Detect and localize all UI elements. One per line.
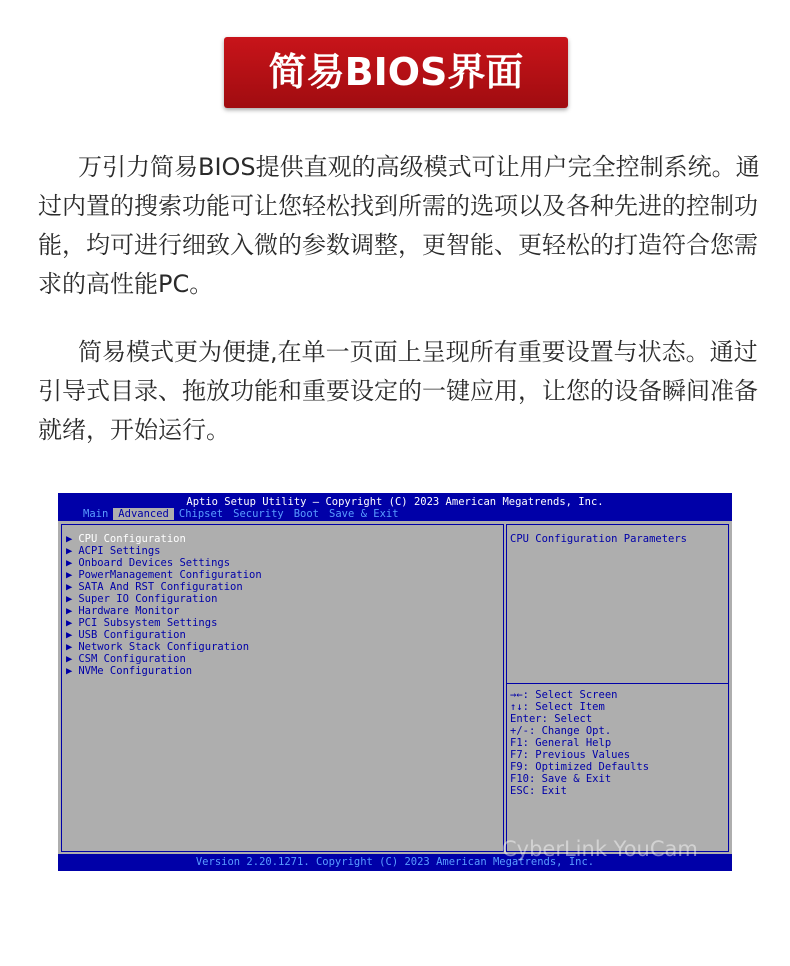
menu-item-acpi-settings[interactable] xyxy=(66,545,262,557)
menu-item-label: SATA And RST Configuration xyxy=(78,581,243,593)
triangle-right-icon: ▶ xyxy=(66,581,73,593)
page-banner: 简易BIOS界面 xyxy=(224,37,568,108)
key-save-exit: F10: Save & Exit xyxy=(510,773,612,785)
tab-security[interactable]: Security xyxy=(233,508,284,520)
tab-save-exit[interactable]: Save & Exit xyxy=(329,508,399,520)
bios-menu-panel xyxy=(61,524,504,852)
menu-item-super-io[interactable] xyxy=(66,593,262,605)
menu-item-network-stack[interactable] xyxy=(66,641,262,653)
menu-item-label: USB Configuration xyxy=(78,629,186,641)
help-description: CPU Configuration Parameters xyxy=(510,533,688,545)
menu-item-label: Network Stack Configuration xyxy=(78,641,250,653)
triangle-right-icon: ▶ xyxy=(66,593,73,605)
triangle-right-icon: ▶ xyxy=(66,629,73,641)
menu-item-label: PowerManagement Configuration xyxy=(78,569,262,581)
tab-advanced[interactable]: Advanced xyxy=(113,508,174,520)
menu-item-label: CPU Configuration xyxy=(78,533,186,545)
key-general-help: F1: General Help xyxy=(510,737,612,749)
bios-title: Aptio Setup Utility – Copyright (C) 2023 American Megatrends, Inc. xyxy=(186,496,604,508)
tab-main[interactable]: Main xyxy=(83,508,109,520)
triangle-right-icon: ▶ xyxy=(66,617,73,629)
triangle-right-icon: ▶ xyxy=(66,605,73,617)
menu-item-label: Hardware Monitor xyxy=(78,605,180,617)
tab-boot[interactable]: Boot xyxy=(293,508,320,520)
triangle-right-icon: ▶ xyxy=(66,569,73,581)
watermark: CyberLink YouCam xyxy=(502,837,698,861)
key-optimized-defaults: F9: Optimized Defaults xyxy=(510,761,650,773)
menu-item-hardware-monitor[interactable] xyxy=(66,605,262,617)
menu-item-label: NVMe Configuration xyxy=(78,665,193,677)
easy-mode-paragraph: 简易模式更为便捷,在单一页面上呈现所有重要设置与状态。通过引导式目录、拖放功能和重要设定的一键应用，让您的设备瞬间准备就绪，开始运行。 xyxy=(38,338,758,444)
menu-item-nvme-configuration[interactable] xyxy=(66,665,262,677)
key-select-item: ↑↓: Select Item xyxy=(510,701,605,713)
menu-item-power-management[interactable] xyxy=(66,569,262,581)
triangle-right-icon: ▶ xyxy=(66,653,73,665)
triangle-right-icon: ▶ xyxy=(66,545,73,557)
triangle-right-icon: ▶ xyxy=(66,533,73,545)
tab-chipset[interactable]: Chipset xyxy=(178,508,224,520)
triangle-right-icon: ▶ xyxy=(66,641,73,653)
intro-paragraph: 万引力简易BIOS提供直观的高级模式可让用户完全控制系统。通过内置的搜索功能可让您轻松找到所需的选项以及各种先进的控制功能，均可进行细致入微的参数调整，更智能、更轻松的打造符合您需求的高性能PC。 xyxy=(38,153,760,298)
menu-item-label: Onboard Devices Settings xyxy=(78,557,231,569)
menu-item-pci-subsystem[interactable] xyxy=(66,617,262,629)
menu-item-usb-configuration[interactable] xyxy=(66,629,262,641)
help-divider xyxy=(507,683,728,684)
key-select-screen: →←: Select Screen xyxy=(510,689,618,701)
menu-item-label: PCI Subsystem Settings xyxy=(78,617,218,629)
key-previous-values: F7: Previous Values xyxy=(510,749,631,761)
key-esc-exit: ESC: Exit xyxy=(510,785,567,797)
menu-item-cpu-configuration[interactable] xyxy=(66,533,262,545)
bios-tabs xyxy=(78,508,404,520)
bios-menu xyxy=(66,533,262,677)
menu-item-label: CSM Configuration xyxy=(78,653,186,665)
bios-help-panel xyxy=(506,524,729,852)
bios-version: Version 2.20.1271. Copyright (C) 2023 American Megatrends, Inc. xyxy=(195,856,595,868)
menu-item-label: Super IO Configuration xyxy=(78,593,218,605)
menu-item-onboard-devices[interactable] xyxy=(66,557,262,569)
bios-title-bar xyxy=(58,493,732,521)
key-enter: Enter: Select xyxy=(510,713,593,725)
menu-item-csm-configuration[interactable] xyxy=(66,653,262,665)
key-legend xyxy=(510,689,649,797)
menu-item-sata-rst[interactable] xyxy=(66,581,262,593)
triangle-right-icon: ▶ xyxy=(66,665,73,677)
key-change-opt: +/-: Change Opt. xyxy=(510,725,612,737)
triangle-right-icon: ▶ xyxy=(66,557,73,569)
bios-screenshot xyxy=(58,493,732,871)
menu-item-label: ACPI Settings xyxy=(78,545,161,557)
